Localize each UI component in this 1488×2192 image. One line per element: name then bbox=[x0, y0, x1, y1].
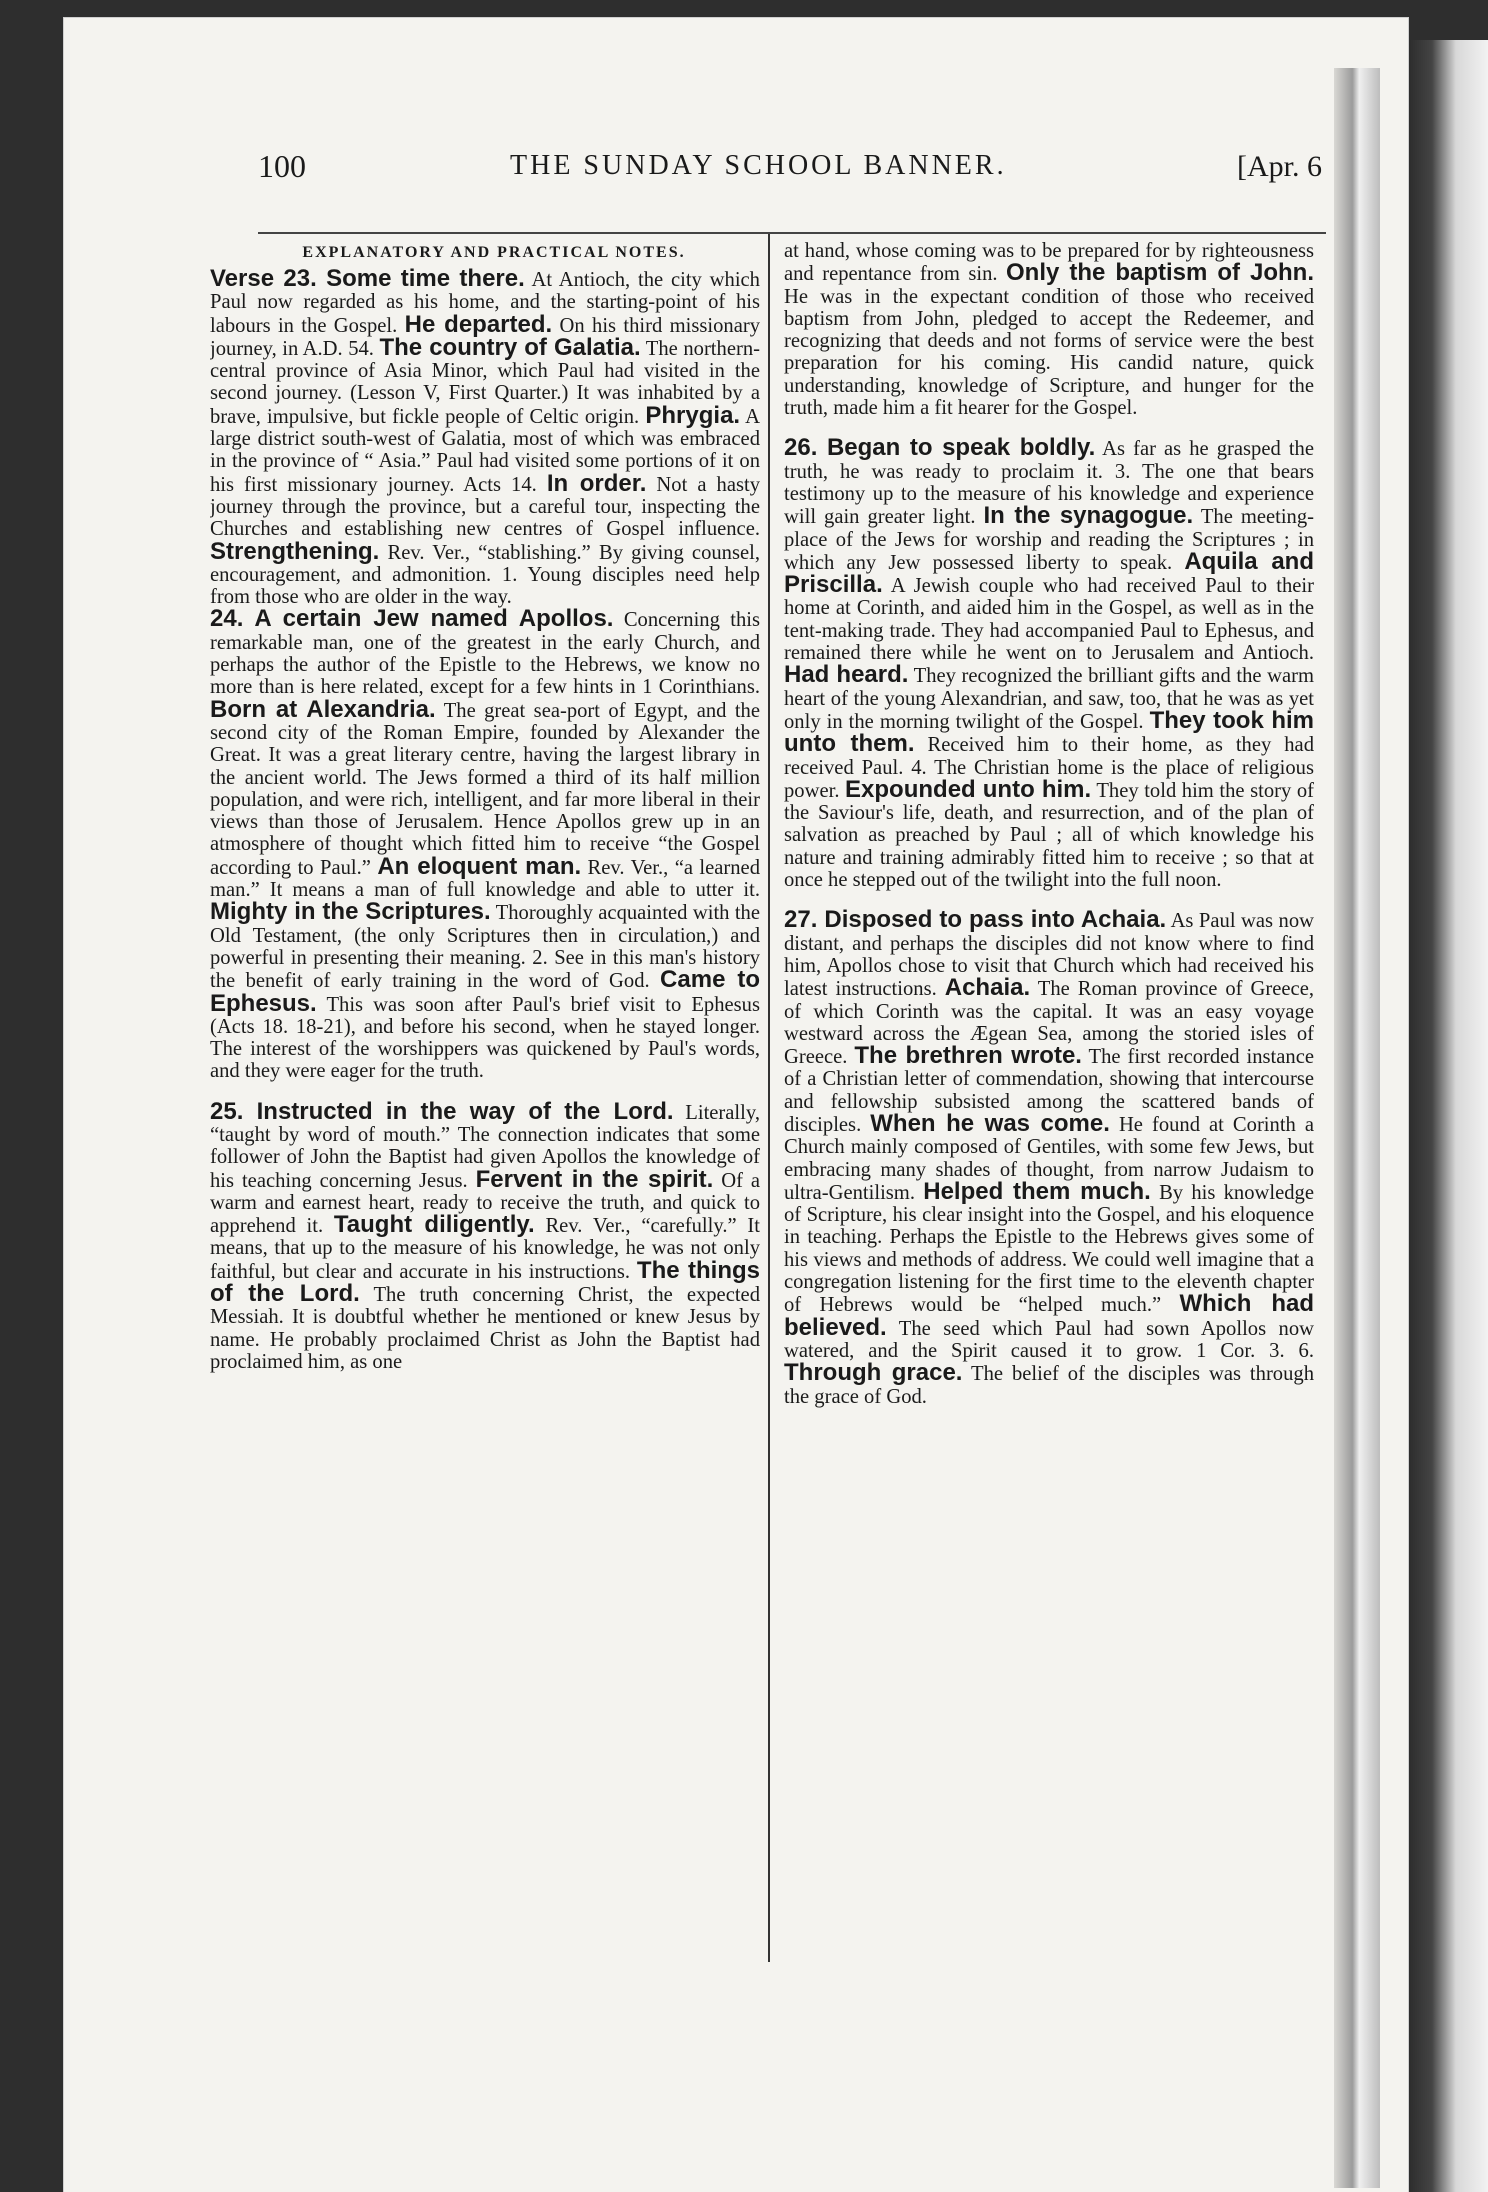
lemma-term: When he was come. bbox=[870, 1109, 1110, 1137]
lemma-term: 25. Instructed in the way of the Lord. bbox=[210, 1097, 674, 1125]
lemma-term: In the synagogue. bbox=[983, 502, 1194, 530]
lemma-term: Which had believed. bbox=[784, 1290, 1314, 1341]
header-rule bbox=[258, 232, 1326, 234]
note-text: As far as he grasped the truth, he was ready to proclaim it. 3. The one that bears testimony up to the measure of his knowledge and experience will gain greater light. bbox=[784, 438, 1314, 529]
note-text: Not a hasty journey through the province, but a careful tour, inspecting the Churches and establishing new centres of Gospel influence. bbox=[210, 473, 760, 541]
note-text: They told him the story of the Saviour's life, death, and resurrection, and of the plan of salvation as preached by Paul ; all of which knowledge his nature and training admirably fitted him to receive ; so that at once he stepped out of the twilight into the full noon. bbox=[784, 779, 1314, 892]
note-text: Rev. Ver., “a learned man.” It means a man of full knowledge and able to utter it. bbox=[210, 856, 760, 902]
note-text: Thoroughly acquainted with the Old Testament, (the only Scriptures then in circulation,) and powerful in presenting their meaning. 2. See in this man's history the benefit of early training in the word of God. bbox=[210, 902, 760, 993]
page-edge-shadow bbox=[1408, 40, 1488, 2192]
page-number: 100 bbox=[258, 148, 306, 184]
lemma-term: 27. Disposed to pass into Achaia. bbox=[784, 906, 1167, 934]
note-text: The great sea-port of Egypt, and the second city of the Roman Empire, founded by Alexander the Great. It was a great literary centre, having the largest library in the ancient world. The Jews formed a third of its half million population, and were rich, intelligent, and far more liberal in their views than those of Jerusalem. Hence Apollos grew up in an atmosphere of thought which fitted him to receive “the Gospel according to Paul.” bbox=[210, 699, 760, 879]
lemma-term: Through grace. bbox=[784, 1359, 963, 1387]
lemma-term: The brethren wrote. bbox=[854, 1042, 1082, 1070]
note-text: The truth concerning Christ, the expected Messiah. It is doubtful whether he mentioned or knew Jesus by name. He probably proclaimed Christ as John the Baptist had proclaimed him, as one bbox=[210, 1284, 760, 1373]
running-title: THE SUNDAY SCHOOL BANNER. bbox=[510, 150, 1007, 181]
verse-26-note bbox=[784, 434, 1314, 892]
note-text: By his knowledge of Scripture, his clear insight into the Gospel, and his eloquence in teaching. Perhaps the Epistle to the Hebrews gives some of his views and methods of address. We could well imagine that a congregation listening for the first time to the eleventh chapter of Hebrews would be “helped much.” bbox=[784, 1181, 1314, 1317]
note-text: They recognized the brilliant gifts and the warm heart of the young Alexandrian, and saw, too, that he was as yet only in the morning twilight of the Gospel. bbox=[784, 665, 1314, 733]
note-text: The Roman province of Greece, of which Corinth was the capital. It was an easy voyage westward across the Ægean Sea, among the storied isles of Greece. bbox=[784, 978, 1314, 1069]
verse-23-note bbox=[210, 265, 760, 609]
note-text: On his third missionary journey, in A.D. 54. bbox=[210, 314, 760, 360]
note-text: The northern-central province of Asia Minor, which Paul had visited in the second journey. (Lesson V, First Quarter.) It was inhabited by a brave, impulsive, but fickle people of Celtic origin. bbox=[210, 337, 760, 428]
lemma-term: Taught diligently. bbox=[333, 1211, 535, 1239]
lemma-term: He departed. bbox=[404, 310, 553, 338]
lemma-term: Helped them much. bbox=[923, 1177, 1151, 1205]
page-curl bbox=[1334, 68, 1380, 2188]
note-text: The first recorded instance of a Christian letter of commendation, showing that intercourse and fellowship subsisted among the scattered bands of disciples. bbox=[784, 1046, 1314, 1136]
lemma-term: The things of the Lord. bbox=[210, 1256, 760, 1308]
section-heading: EXPLANATORY AND PRACTICAL NOTES. bbox=[302, 244, 686, 261]
verse-24-note bbox=[210, 605, 760, 1083]
lemma-term: They took him unto them. bbox=[784, 706, 1314, 758]
lemma-term: The country of Galatia. bbox=[379, 333, 641, 361]
note-text: The belief of the disciples was through the grace of God. bbox=[784, 1363, 1314, 1408]
lemma-term: Came to Ephesus. bbox=[210, 966, 760, 1017]
page-header bbox=[258, 148, 1322, 212]
verse-25-continued bbox=[784, 240, 1314, 419]
lemma-term: Achaia. bbox=[944, 974, 1031, 1002]
note-text: at hand, whose coming was to be prepared for by righteousness and repentance from sin. bbox=[784, 240, 1314, 286]
lemma-term: Phrygia. bbox=[645, 401, 741, 429]
verse-27-note bbox=[784, 906, 1314, 1408]
lemma-term: Verse 23. Some time there. bbox=[210, 265, 525, 292]
note-text: Of a warm and earnest heart, ready to receive the truth, and quick to apprehend it. bbox=[210, 1169, 760, 1238]
note-text: Received him to their home, as they had received Paul. 4. The Christian home is the place of religious power. bbox=[784, 734, 1314, 802]
note-text: A large district south-west of Galatia, most of which was embraced in the province of “ Asia.” Paul had visited some portions of it on his first missionary journey. Acts 14. bbox=[210, 405, 760, 496]
lemma-term: Only the baptism of John. bbox=[1006, 259, 1314, 287]
lemma-term: 26. Began to speak boldly. bbox=[784, 434, 1096, 462]
note-text: A Jewish couple who had received Paul to their home at Corinth, and aided him in the Gospel, as well as in the tent-making trade. They had accompanied Paul to Ephesus, and remained there while he went on to Jerusalem and Antioch. bbox=[784, 575, 1314, 665]
lemma-term: Born at Alexandria. bbox=[210, 695, 436, 723]
lemma-term: An eloquent man. bbox=[377, 852, 582, 880]
note-text: Rev. Ver., “carefully.” It means, that up to the measure of his knowledge, he was not only faithful, but clear and accurate in his instructions. bbox=[210, 1215, 760, 1283]
note-text: This was soon after Paul's brief visit to Ephesus (Acts 18. 18-21), and before his second, when he stayed longer. The interest of the worshippers was quickened by Paul's words, and they were eager for the truth. bbox=[210, 993, 760, 1083]
issue-date: [Apr. 6 bbox=[1237, 150, 1322, 183]
note-text: As Paul was now distant, and perhaps the disciples did not know where to find him, Apollos chose to visit that Church which had received his latest instructions. bbox=[784, 910, 1314, 1001]
note-text: He found at Corinth a Church mainly composed of Gentiles, with some few Jews, but embracing many shades of thought, from narrow Judaism to ultra-Gentilism. bbox=[784, 1113, 1314, 1204]
lemma-term: Fervent in the spirit. bbox=[475, 1165, 714, 1193]
note-text: Literally, “taught by word of mouth.” The connection indicates that some follower of John the Baptist had given Apollos the knowledge of his teaching concerning Jesus. bbox=[210, 1101, 760, 1192]
note-text: At Antioch, the city which Paul now regarded as his home, and the starting-point of his labours in the Gospel. bbox=[210, 269, 760, 337]
note-text: Rev. Ver., “stablishing.” By giving counsel, encouragement, and admonition. 1. Young disciples need help from those who are older in the way. bbox=[210, 541, 760, 609]
verse-25-note bbox=[210, 1097, 760, 1374]
lemma-term: In order. bbox=[546, 469, 647, 497]
note-text: The seed which Paul had sown Apollos now watered, and the Spirit caused it to grow. 1 Cor. 3. 6. bbox=[784, 1317, 1314, 1362]
lemma-term: Expounded unto him. bbox=[845, 775, 1092, 803]
lemma-term: Strengthening. bbox=[210, 537, 380, 565]
lemma-term: Had heard. bbox=[784, 661, 909, 689]
lemma-term: Aquila and Priscilla. bbox=[784, 547, 1314, 599]
right-column bbox=[784, 240, 1314, 1960]
lemma-term: 24. A certain Jew named Apollos. bbox=[210, 605, 614, 633]
left-column bbox=[210, 240, 760, 1960]
note-text: Concerning this remarkable man, one of the greatest in the early Church, and perhaps the author of the Epistle to the Hebrews, we know no more than is here related, except for a few hints in 1 Corinthians. bbox=[210, 609, 760, 699]
column-divider bbox=[768, 234, 770, 1962]
note-text: The meeting-place of the Jews for worship and reading the Scriptures ; in which any Jew possessed liberty to speak. bbox=[784, 506, 1314, 574]
note-text: He was in the expectant condition of those who received baptism from John, pledged to accept the Redeemer, and recognizing that deeds and not forms of service were the best preparation for his coming. His candid nature, quick understanding, knowledge of Scripture, and hunger for the truth, made him a fit hearer for the Gospel. bbox=[784, 285, 1314, 420]
lemma-term: Mighty in the Scriptures. bbox=[210, 898, 491, 926]
